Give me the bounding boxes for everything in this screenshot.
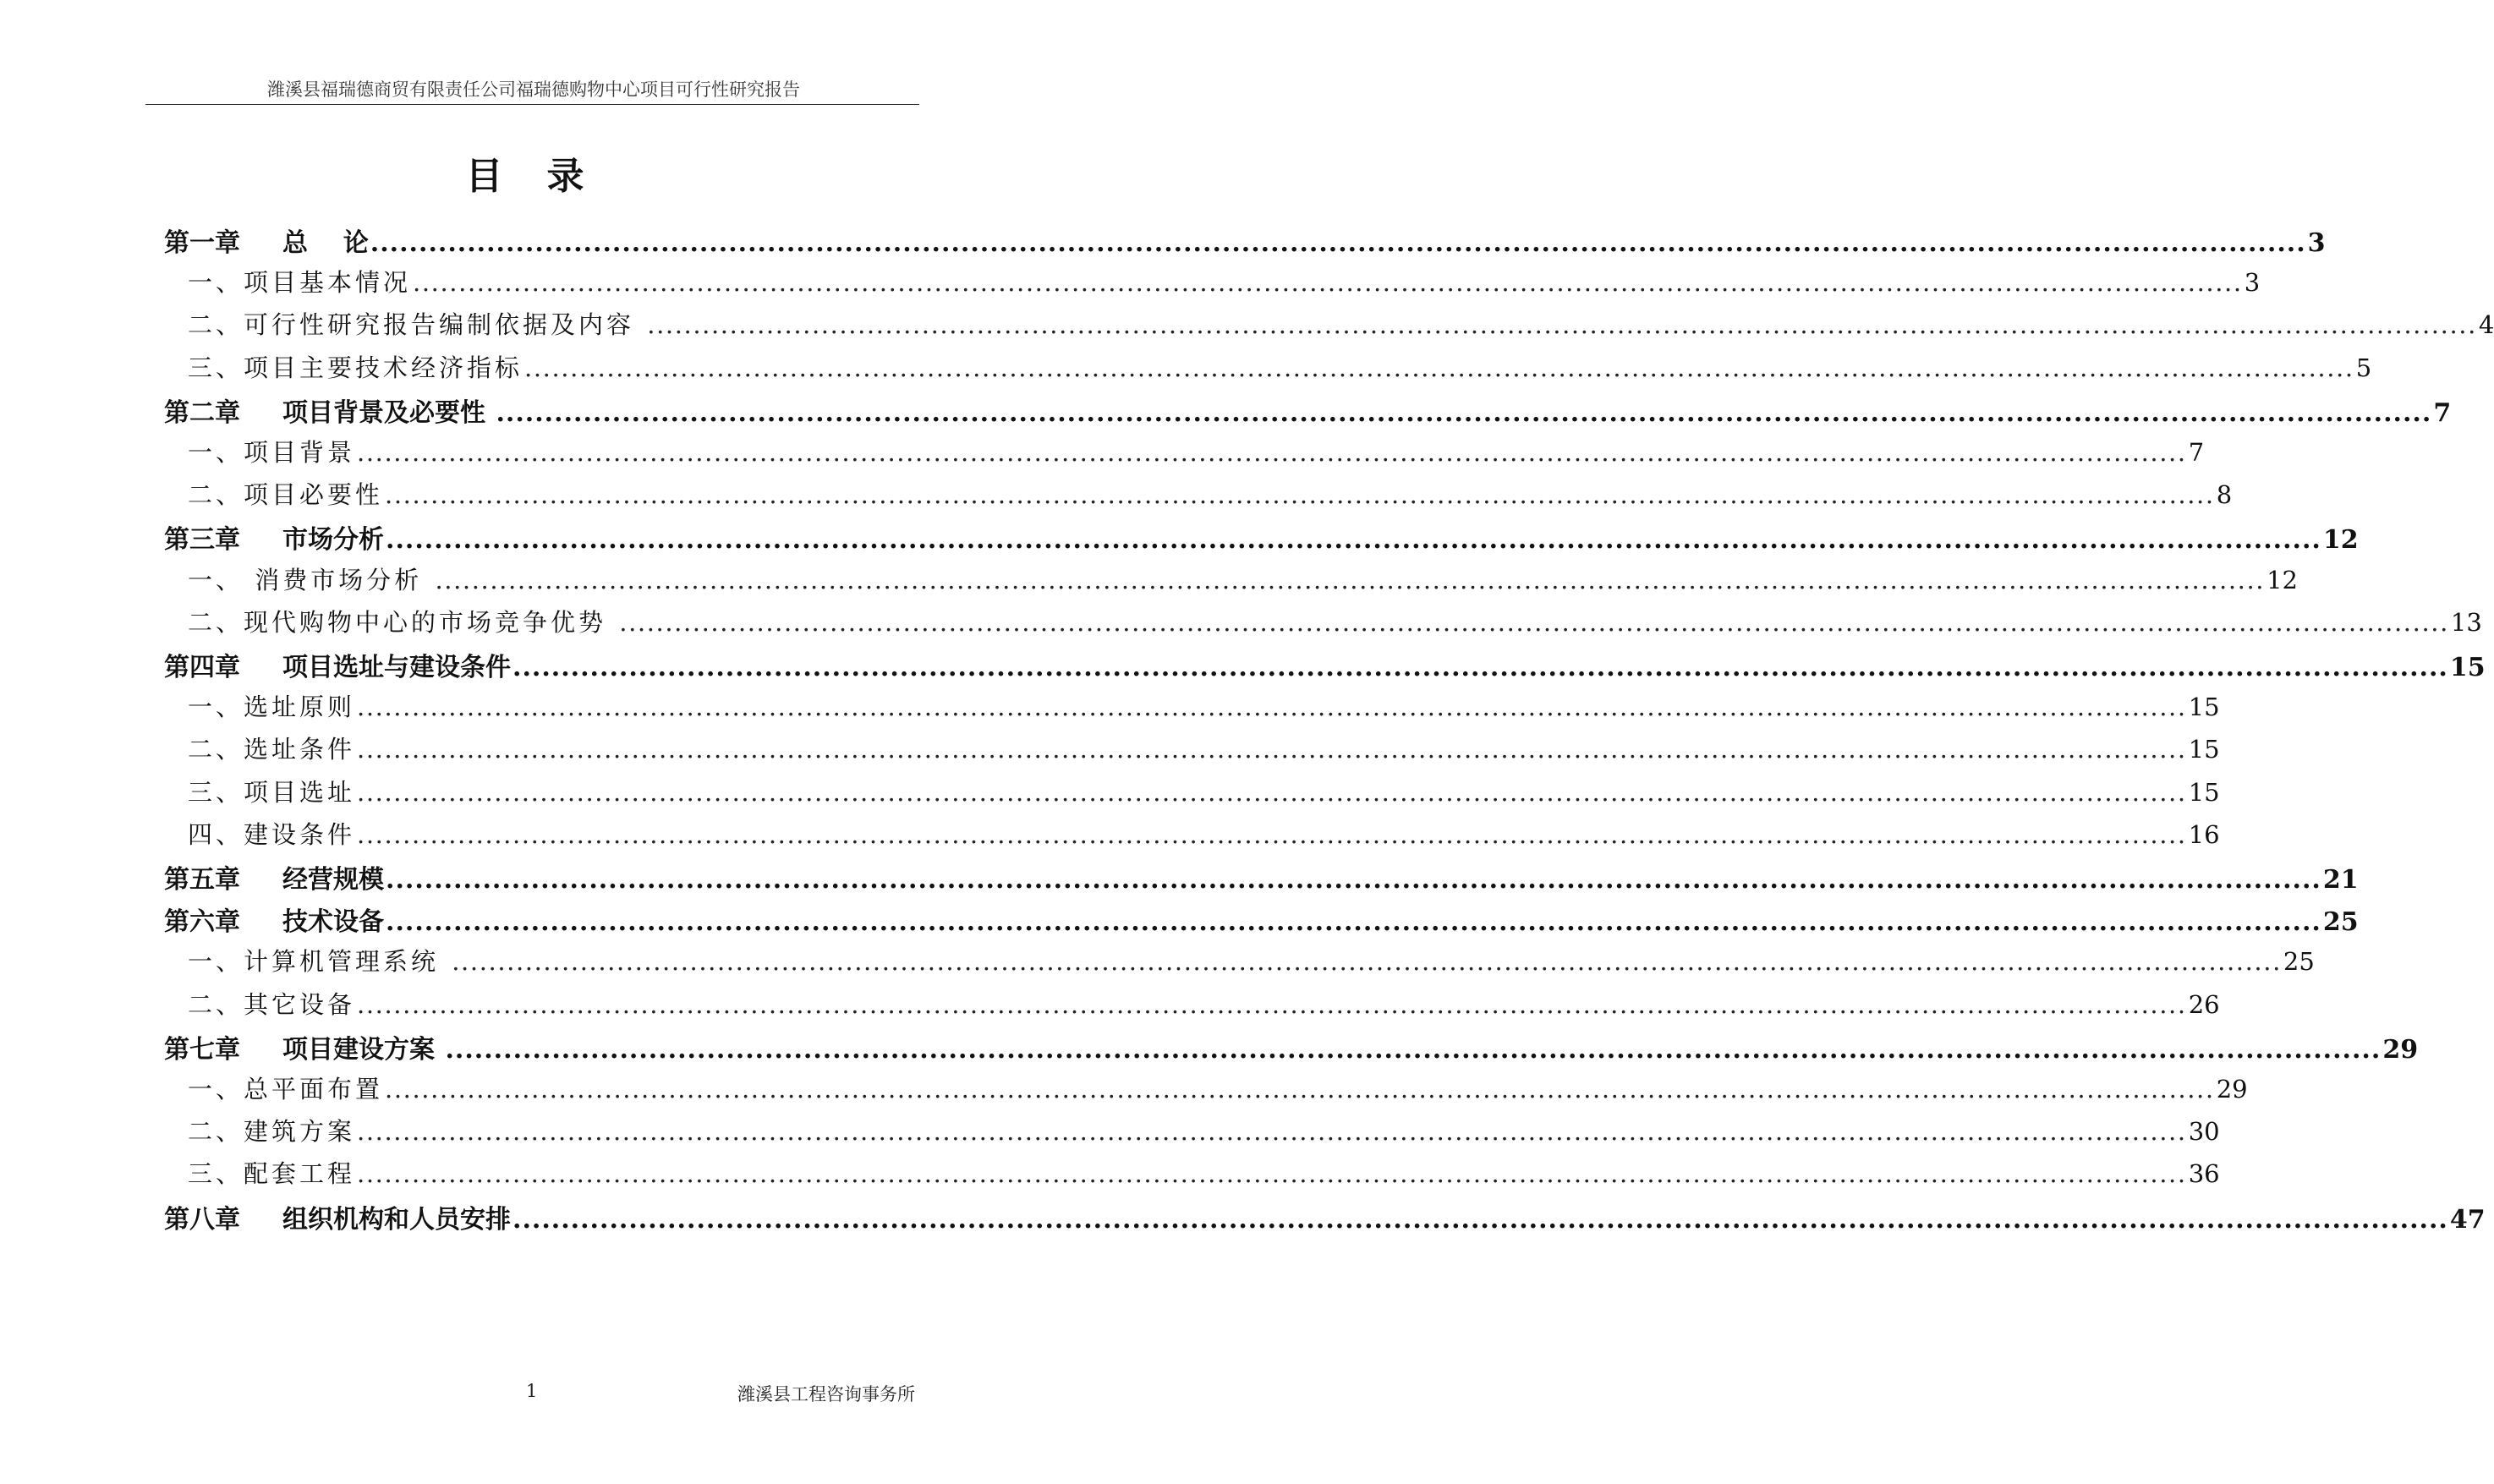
dot-leader: ........................................................................................................................................................................................................ <box>357 438 2187 467</box>
dot-leader: ........................................................................................................................................................................................................ <box>524 353 2354 382</box>
dot-leader: ........................................................................................................................................................................................................ <box>357 693 2187 722</box>
toc-section-entry[interactable] <box>188 774 2220 816</box>
toc-entry-title: 建设条件 <box>244 819 356 849</box>
toc-entry-page: 16 <box>2188 819 2220 849</box>
toc-entry-page: 47 <box>2449 1204 2486 1235</box>
dot-leader: ........................................................................................................................................................................................................ <box>513 653 2448 682</box>
dot-leader: ........................................................................................................................................................................................................ <box>385 480 2215 510</box>
toc-title: 目录 <box>465 155 628 198</box>
page-number: 1 <box>526 1381 538 1401</box>
toc-entry-page: 3 <box>2244 268 2261 298</box>
toc-entry-page: 8 <box>2216 480 2233 510</box>
toc-entry-title: 项目背景 <box>244 438 356 467</box>
toc-entry-number: 一、 <box>188 268 244 298</box>
toc-entry-title: 经营规模 <box>282 865 384 895</box>
toc-entry-number: 第六章 <box>164 907 240 938</box>
toc-entry-page: 4 <box>2478 310 2494 340</box>
toc-entry-title: 总平面布置 <box>244 1075 384 1103</box>
dot-leader: ........................................................................................................................................................................................................ <box>619 607 2449 637</box>
header-divider <box>145 104 919 105</box>
toc-entry-title: 组织机构和人员安排 <box>282 1204 511 1235</box>
dot-leader: ........................................................................................................................................................................................................ <box>370 228 2306 258</box>
toc-entry-title: 选址原则 <box>244 693 356 722</box>
toc-entry-number: 一、 <box>188 1075 244 1103</box>
toc-section-entry[interactable] <box>188 604 2482 646</box>
toc-section-entry[interactable] <box>188 986 2220 1028</box>
toc-entry-number: 三、 <box>188 1159 244 1189</box>
dot-leader: ........................................................................................................................................................................................................ <box>647 310 2477 340</box>
toc-entry-title: 项目背景及必要性 <box>282 397 495 428</box>
toc-entry-page: 5 <box>2355 353 2372 382</box>
toc-entry-number: 二、 <box>188 1117 244 1147</box>
running-header: 潍溪县福瑞德商贸有限责任公司福瑞德购物中心项目可行性研究报告 <box>267 79 800 100</box>
toc-entry-number: 第五章 <box>164 865 240 895</box>
toc-entry-number: 第三章 <box>164 525 240 556</box>
dot-leader: ........................................................................................................................................................................................................ <box>357 989 2187 1019</box>
toc-entry-title: 项目建设方案 <box>282 1034 444 1065</box>
toc-entry-number: 三、 <box>188 777 244 807</box>
toc-entry-title: 项目选址 <box>244 777 356 807</box>
dot-leader: ........................................................................................................................................................................................................ <box>435 565 2266 594</box>
dot-leader: ........................................................................................................................................................................................................ <box>357 819 2187 849</box>
dot-leader: ........................................................................................................................................................................................................ <box>386 907 2321 938</box>
toc-entry-page: 3 <box>2307 228 2326 258</box>
toc-entry-number: 四、 <box>188 819 244 849</box>
toc-entry-page: 15 <box>2188 735 2220 764</box>
toc-chapter-entry[interactable] <box>164 222 2326 264</box>
toc-entry-page: 15 <box>2188 777 2220 807</box>
dot-leader: ........................................................................................................................................................................................................ <box>496 397 2432 428</box>
toc-entry-title: 项目主要技术经济指标 <box>244 353 523 382</box>
toc-entry-page: 25 <box>2322 907 2359 938</box>
toc-entry-number: 第七章 <box>164 1034 240 1065</box>
toc-entry-page: 29 <box>2382 1034 2419 1065</box>
dot-leader: ........................................................................................................................................................................................................ <box>513 1204 2448 1235</box>
toc-entry-number: 二、 <box>188 310 244 340</box>
toc-section-entry[interactable] <box>188 816 2220 858</box>
toc-entry-page: 15 <box>2188 693 2220 722</box>
toc-entry-number: 一、 <box>188 565 244 594</box>
toc-section-entry[interactable] <box>188 1071 2248 1113</box>
toc-section-entry[interactable] <box>188 306 2494 348</box>
dot-leader: ........................................................................................................................................................................................................ <box>357 1117 2187 1147</box>
toc-entry-title: 计算机管理系统 <box>244 947 451 977</box>
toc-entry-page: 13 <box>2450 607 2482 637</box>
toc-entry-title: 配套工程 <box>244 1159 356 1189</box>
dot-leader: ........................................................................................................................................................................................................ <box>386 525 2321 556</box>
toc-entry-number: 二、 <box>188 607 244 637</box>
toc-entry-title: 现代购物中心的市场竞争优势 <box>244 607 618 637</box>
toc-entry-number: 第二章 <box>164 397 240 428</box>
dot-leader: ........................................................................................................................................................................................................ <box>357 735 2187 764</box>
toc-chapter-entry[interactable] <box>164 858 2359 901</box>
toc-entry-title: 项目基本情况 <box>244 268 412 298</box>
toc-entry-number: 一、 <box>188 947 244 977</box>
toc-entry-number: 二、 <box>188 480 244 510</box>
toc-entry-number: 第八章 <box>164 1204 240 1235</box>
toc-entry-page: 12 <box>2267 565 2299 594</box>
toc-entry-title: 选址条件 <box>244 735 356 764</box>
toc-entry-page: 21 <box>2322 865 2359 895</box>
dot-leader: ........................................................................................................................................................................................................ <box>386 865 2321 895</box>
dot-leader: ........................................................................................................................................................................................................ <box>357 777 2187 807</box>
toc-entry-title: 总 论 <box>282 228 369 258</box>
toc-section-entry[interactable] <box>188 1113 2220 1155</box>
dot-leader: ........................................................................................................................................................................................................ <box>413 268 2243 298</box>
toc-section-entry[interactable] <box>188 561 2299 604</box>
toc-section-entry[interactable] <box>188 434 2205 476</box>
toc-section-entry[interactable] <box>188 1155 2220 1197</box>
toc-entry-number: 第一章 <box>164 228 240 258</box>
toc-entry-page: 12 <box>2322 525 2359 556</box>
dot-leader: ........................................................................................................................................................................................................ <box>452 947 2282 977</box>
toc-section-entry[interactable] <box>188 943 2315 985</box>
toc-section-entry[interactable] <box>188 476 2233 518</box>
toc-entry-number: 一、 <box>188 438 244 467</box>
toc-chapter-entry[interactable] <box>164 1028 2419 1071</box>
toc-chapter-entry[interactable] <box>164 518 2359 561</box>
toc-entry-page: 25 <box>2283 947 2315 977</box>
toc-entry-title: 可行性研究报告编制依据及内容 <box>244 310 646 340</box>
toc-chapter-entry[interactable] <box>164 901 2359 943</box>
toc-entry-number: 二、 <box>188 735 244 764</box>
toc-entry-page: 36 <box>2188 1159 2220 1189</box>
footer-organization: 潍溪县工程咨询事务所 <box>737 1384 915 1405</box>
toc-section-entry[interactable] <box>188 349 2372 392</box>
toc-entry-title: 市场分析 <box>282 525 384 556</box>
toc-entry-number: 三、 <box>188 353 244 382</box>
toc-entry-page: 29 <box>2216 1075 2248 1103</box>
toc-entry-title: 项目必要性 <box>244 480 384 510</box>
toc-section-entry[interactable] <box>188 264 2261 306</box>
toc-entry-title: 其它设备 <box>244 989 356 1019</box>
toc-entry-page: 7 <box>2433 397 2452 428</box>
toc-entry-number: 二、 <box>188 989 244 1019</box>
toc-section-entry[interactable] <box>188 731 2220 773</box>
toc-entry-page: 26 <box>2188 989 2220 1019</box>
toc-entry-page: 7 <box>2188 438 2205 467</box>
toc-chapter-entry[interactable] <box>164 1198 2486 1240</box>
toc-chapter-entry[interactable] <box>164 392 2452 434</box>
toc-entry-number: 第四章 <box>164 653 240 682</box>
dot-leader: ........................................................................................................................................................................................................ <box>357 1159 2187 1189</box>
toc-entry-page: 15 <box>2449 653 2486 682</box>
toc-entry-page: 30 <box>2188 1117 2220 1147</box>
toc-entry-title: 消费市场分析 <box>244 565 434 594</box>
dot-leader: ........................................................................................................................................................................................................ <box>385 1075 2215 1103</box>
toc-entry-number: 一、 <box>188 693 244 722</box>
toc-chapter-entry[interactable] <box>164 646 2486 688</box>
dot-leader: ........................................................................................................................................................................................................ <box>445 1034 2382 1065</box>
toc-entry-title: 建筑方案 <box>244 1117 356 1147</box>
toc-entry-title: 项目选址与建设条件 <box>282 653 511 682</box>
toc-section-entry[interactable] <box>188 688 2220 731</box>
toc-entry-title: 技术设备 <box>282 907 384 938</box>
